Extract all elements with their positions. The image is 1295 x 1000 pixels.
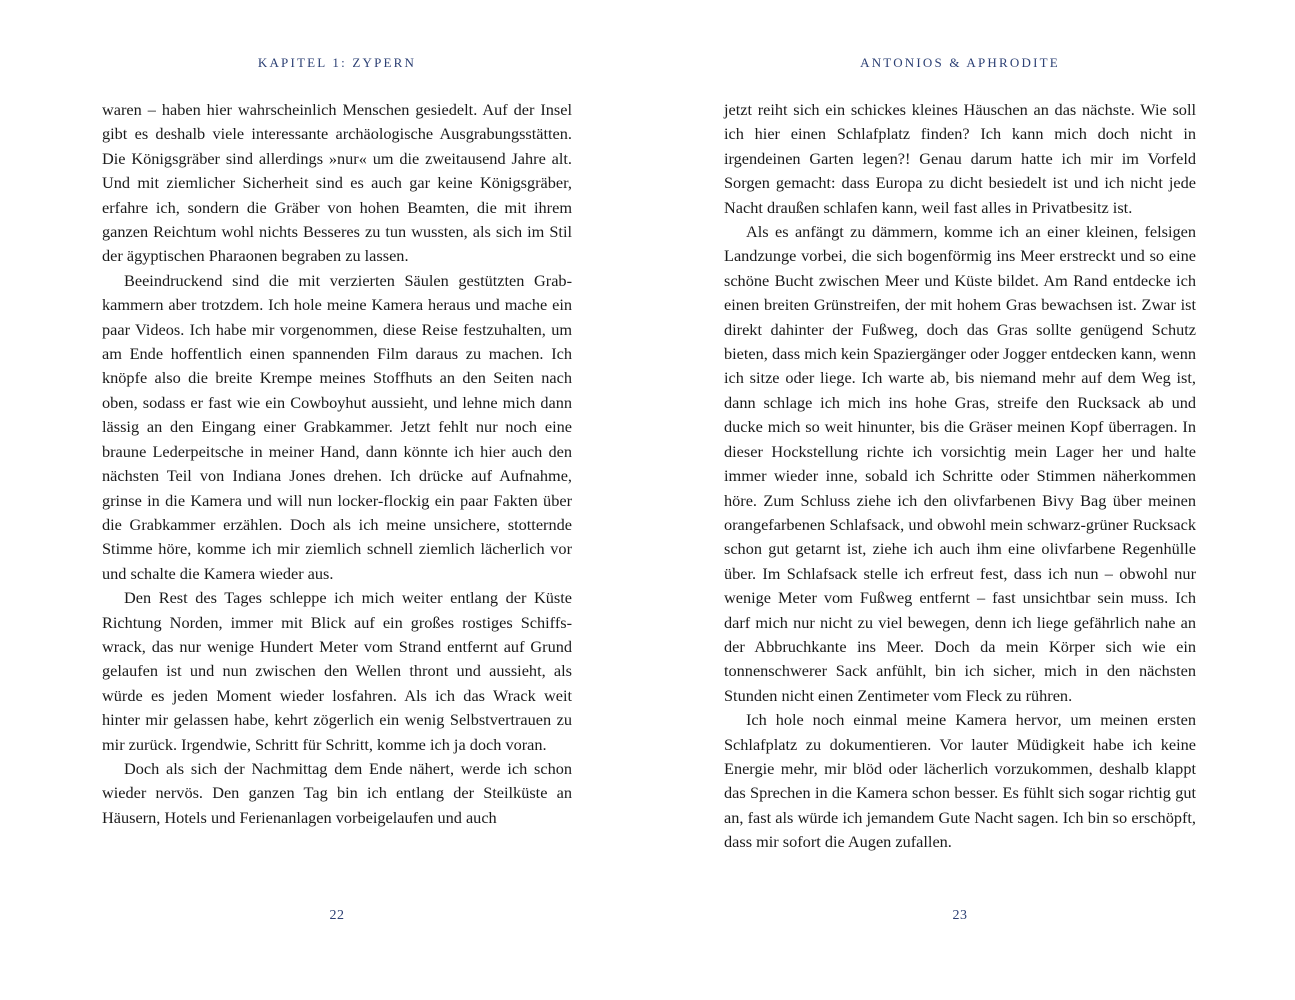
paragraph: Den Rest des Tages schleppe ich mich weiter entlang der Küste Richtung Norden, immer mit Blick auf ein großes rostiges Schiffswrack, das nur wenige Hundert Meter vom Strand entfernt auf Grund gelaufen ist und nun zwischen den Wellen thront und aussieht, als würde es jeden Moment wieder losfahren. Als ich das Wrack weit hinter mir gelassen habe, kehrt zögerlich ein wenig Selbstvertrauen zu mir zurück. Irgendwie, Schritt für Schritt, komme ich ja doch voran. [102, 588, 572, 754]
paragraph: Beeindruckend sind die mit verzierten Säulen gestützten Grabkammern aber trotzdem. Ich hole meine Kamera heraus und mache ein paar Videos. Ich habe mir vorgenommen, diese Reise festzuhalten, um am Ende hoffentlich einen spannenden Film daraus zu machen. Ich knöpfe also die breite Krempe meines Stoffhuts an den Seiten nach oben, sodass er fast wie ein Cowboyhut aussieht, und lehne mich dann lässig an den Eingang einer Grabkammer. Jetzt fehlt nur noch eine braune Lederpeitsche in meiner Hand, dann könnte ich hier auch den nächsten Teil von Indiana Jones drehen. Ich drücke auf Aufnahme, grinse in die Kamera und will nun locker-flockig ein paar Fakten über die Grabkammer erzählen. Doch als ich meine unsichere, stotternde Stimme höre, komme ich mir ziemlich schnell ziemlich lächerlich vor und schalte die Kamera wieder aus. [102, 270, 572, 583]
paragraph: Ich hole noch einmal meine Kamera hervor, um meinen ersten Schlafplatz zu dokumentieren. Vor lauter Müdigkeit habe ich keine Energie mehr, mir blöd oder lächerlich vorzukommen, deshalb klappt das Sprechen in die Kamera schon besser. Es fühlt sich sogar richtig gut an, fast als würde ich jemandem Gute Nacht sagen. Ich bin so erschöpft, dass mir sofort die Augen zufallen. [724, 710, 1196, 852]
right-page [724, 0, 1196, 1000]
running-head-left: KAPITEL 1: ZYPERN [257, 55, 417, 70]
page-number-left: 22 [329, 908, 345, 923]
paragraph: waren – haben hier wahrscheinlich Menschen gesiedelt. Auf der Insel gibt es deshalb viele interessante archäologische Ausgrabungsstätten. Die Königsgräber sind allerdings »nur« um die zweitausend Jahre alt. Und mit ziemlicher Sicherheit sind es auch gar keine Königsgräber, erfahre ich, sondern die Gräber von hohen Beamten, die mit ihrem ganzen Reichtum wohl nichts Besseres zu tun wussten, als sich im Stil der ägyptischen Pharaonen begraben zu lassen. [102, 100, 572, 266]
paragraph: Als es anfängt zu dämmern, komme ich an einer kleinen, felsigen Landzunge vorbei, die sich bogenförmig ins Meer erstreckt und so eine schöne Bucht zwischen Meer und Küste bildet. Am Rand entdecke ich einen breiten Grünstreifen, der mit hohem Gras bewachsen ist. Zwar ist direkt dahinter der Fußweg, doch das Gras sollte genügend Schutz bieten, dass mich kein Spaziergänger oder Jogger entdecken kann, wenn ich sitze oder liege. Ich warte ab, bis niemand mehr auf dem Weg ist, dann schlage ich mich ins hohe Gras, streife den Rucksack ab und ducke mich so weit hinunter, bis die Gräser meinen Kopf überragen. In dieser Hockstellung richte ich vorsichtig mein Lager her und halte immer wieder inne, sobald ich Schritte oder Stimmen näherkommen höre. Zum Schluss ziehe ich den olivfarbenen Bivy Bag über meinen orangefarbenen Schlafsack, und obwohl mein schwarz-grüner Rucksack schon gut getarnt ist, ziehe ich auch ihm eine olivfarbene Regenhülle über. Im Schlafsack stelle ich erfreut fest, dass ich nun – obwohl nur wenige Meter vom Fußweg entfernt – fast unsichtbar sein muss. Ich darf mich nur nicht zu viel bewegen, denn ich liege gefährlich nahe an der Abbruchkante ins Meer. Doch da mein Körper sich wie ein tonnenschwerer Sack anfühlt, bin ich sicher, mich in den nächsten Stunden nicht einen Zentimeter vom Fleck zu rühren. [724, 222, 1196, 705]
running-head-right: ANTONIOS & APHRODITE [860, 55, 1060, 70]
left-page [102, 0, 572, 1000]
left-page-body [102, 98, 572, 830]
page-number-right: 23 [952, 908, 968, 923]
right-page-body [724, 98, 1196, 855]
paragraph: jetzt reiht sich ein schickes kleines Häuschen an das nächste. Wie soll ich hier einen Schlafplatz finden? Ich kann mich doch nicht in irgendeinen Garten legen?! Genau darum hatte ich mir im Vorfeld Sorgen gemacht: dass Europa zu dicht besiedelt ist und ich nicht jede Nacht draußen schlafen kann, weil fast alles in Privatbesitz ist. [724, 100, 1196, 217]
paragraph: Doch als sich der Nachmittag dem Ende nähert, werde ich schon wieder nervös. Den ganzen Tag bin ich entlang der Steilküste an Häusern, Hotels und Ferienanlagen vorbeigelaufen und auch [102, 758, 572, 827]
